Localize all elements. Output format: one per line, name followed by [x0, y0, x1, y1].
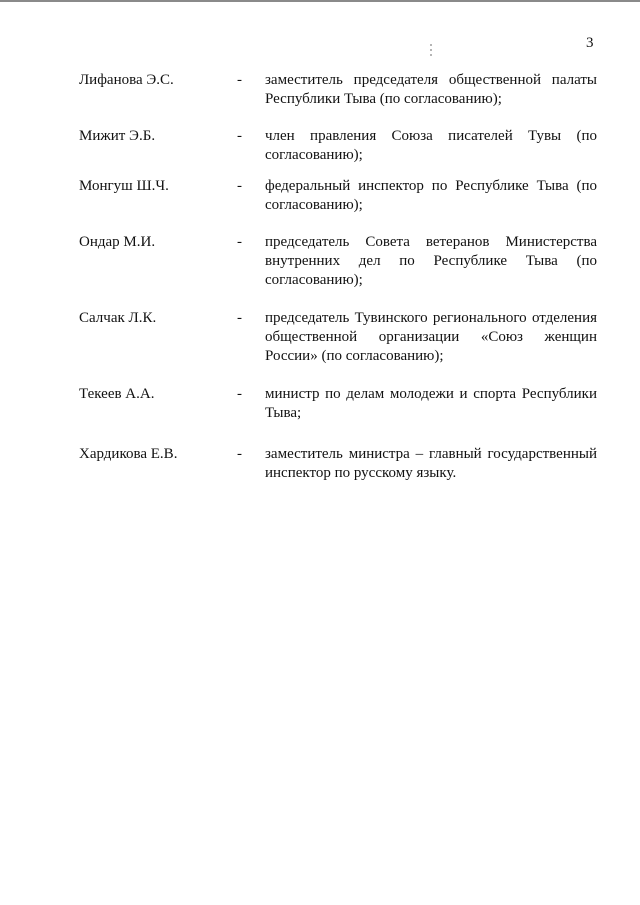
dash-separator: - — [237, 310, 242, 326]
dash-separator: - — [237, 72, 242, 88]
member-name: Салчак Л.К. — [79, 310, 157, 326]
member-name: Текеев А.А. — [79, 386, 155, 402]
member-name: Мижит Э.Б. — [79, 128, 156, 144]
dash-separator: - — [237, 178, 242, 194]
member-name: Монгуш Ш.Ч. — [79, 178, 169, 194]
member-role: председатель Совета ветеранов Министерства внутренних дел по Республике Тыва (по согласованию); — [265, 234, 597, 288]
member-role: министр по делам молодежи и спорта Республики Тыва; — [265, 386, 597, 421]
dash-separator: - — [237, 446, 242, 462]
dash-separator: - — [237, 128, 242, 144]
dash-separator: - — [237, 386, 242, 402]
scan-artifact-dot — [430, 49, 432, 51]
scan-artifact-dot — [430, 44, 432, 46]
page-number: 3 — [586, 35, 594, 51]
member-name: Ондар М.И. — [79, 234, 156, 250]
member-role: председатель Тувинского регионального отделения общественной организации «Союз женщин России» (по согласованию); — [265, 310, 597, 364]
dash-separator: - — [237, 234, 242, 250]
scan-artifact-dot — [430, 54, 432, 56]
member-name: Хардикова Е.В. — [79, 446, 178, 462]
member-role: федеральный инспектор по Республике Тыва (по согласованию); — [265, 178, 597, 213]
member-role: заместитель министра – главный государственный инспектор по русскому языку. — [265, 446, 597, 481]
member-role: член правления Союза писателей Тувы (по согласованию); — [265, 128, 597, 163]
member-name: Лифанова Э.С. — [79, 72, 174, 88]
top-border-line — [0, 0, 640, 2]
member-role: заместитель председателя общественной палаты Республики Тыва (по согласованию); — [265, 72, 597, 107]
